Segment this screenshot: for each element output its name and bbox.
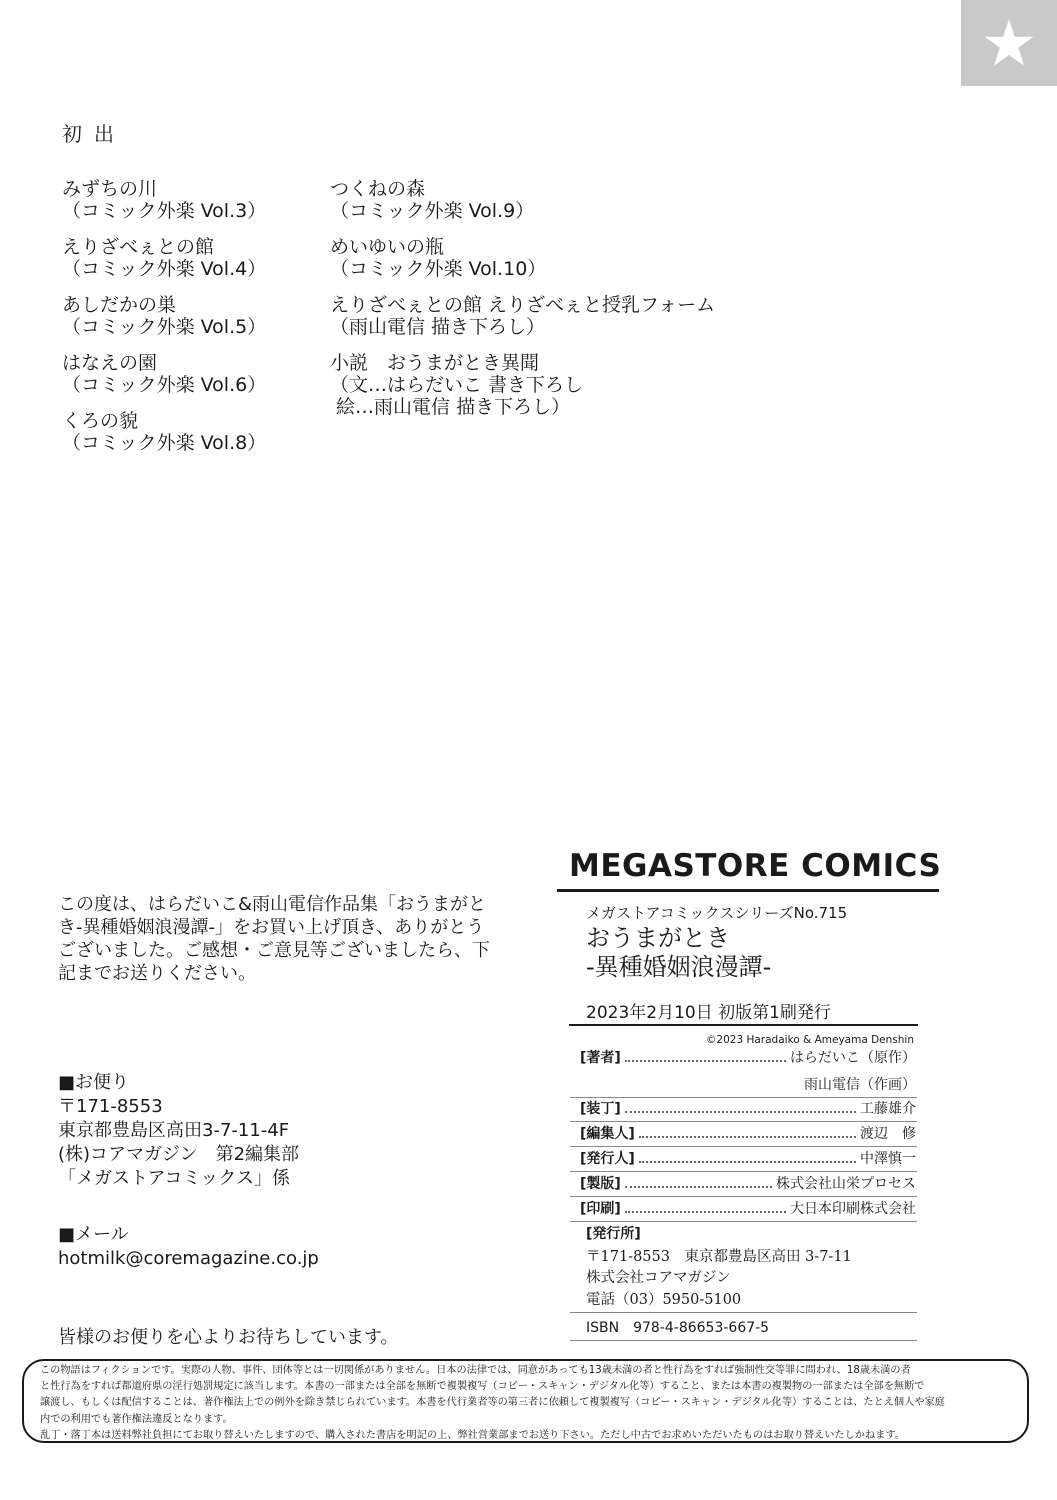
credit-value: 大日本印刷株式会社 bbox=[790, 1201, 916, 1217]
mailing-address: 東京都豊島区高田3-7-11-4F bbox=[58, 1120, 290, 1141]
story-title: えりざべぇとの館 えりざべぇと授乳フォーム bbox=[330, 294, 716, 316]
credit-row bbox=[580, 1198, 916, 1218]
credit-label: [著者] bbox=[580, 1050, 621, 1066]
story-source: （コミック外楽 Vol.9） bbox=[330, 200, 535, 222]
book-title-main: おうまがとき bbox=[586, 924, 730, 952]
story-source: （コミック外楽 Vol.6） bbox=[62, 374, 267, 396]
letters-info bbox=[58, 1071, 299, 1191]
story-title: あしだかの巣 bbox=[62, 294, 177, 316]
story-source: （文…はらだいこ 書き下ろし bbox=[330, 374, 584, 396]
credit-label: [発行人] bbox=[580, 1151, 635, 1167]
divider bbox=[570, 1312, 917, 1313]
credit-row bbox=[580, 1148, 916, 1168]
list-item bbox=[330, 294, 715, 338]
story-title: はなえの園 bbox=[62, 352, 158, 374]
leader-dots bbox=[639, 1161, 856, 1163]
story-source: （コミック外楽 Vol.4） bbox=[62, 258, 267, 280]
divider bbox=[569, 1024, 918, 1026]
star-icon bbox=[983, 17, 1035, 69]
book-title-sub: -異種婚姻浪漫譚- bbox=[586, 953, 772, 981]
credit-value: 株式会社山栄プロセス bbox=[776, 1176, 916, 1192]
story-title: えりざべぇとの館 bbox=[62, 236, 215, 258]
divider bbox=[570, 1121, 917, 1122]
leader-dots bbox=[625, 1186, 772, 1188]
disclaimer-line: 内での利用でも著作権法違反となります。 bbox=[40, 1413, 233, 1425]
list-item bbox=[62, 294, 266, 338]
credit-row bbox=[580, 1098, 916, 1118]
legal-disclaimer bbox=[22, 1359, 1029, 1443]
story-source: （コミック外楽 Vol.5） bbox=[62, 316, 267, 338]
publisher-label: [発行所] bbox=[586, 1226, 641, 1242]
list-item bbox=[330, 236, 715, 280]
story-title: みずちの川 bbox=[62, 178, 158, 200]
publisher-name: 株式会社コアマガジン bbox=[586, 1270, 731, 1286]
list-item bbox=[62, 352, 266, 396]
leader-dots bbox=[625, 1211, 786, 1213]
credit-value: 工藤雄介 bbox=[860, 1101, 916, 1117]
credit-value-extra: 雨山電信（作画） bbox=[804, 1077, 916, 1093]
story-source: 絵…雨山電信 描き下ろし） bbox=[330, 396, 571, 418]
credit-value: 渡辺 修 bbox=[860, 1126, 916, 1142]
credit-label: [印刷] bbox=[580, 1201, 621, 1217]
first-appearance-left-column bbox=[62, 178, 266, 468]
divider bbox=[570, 1171, 917, 1172]
disclaimer-line: と性行為をすれば都道府県の淫行処罰規定に該当します。本書の一部または全部を無断で複製複写（コピー・スキャン・デジタル化等）すること、または本書の複製物の一部または全部を無断で bbox=[40, 1381, 925, 1393]
disclaimer-line: この物語はフィクションです。実際の人物、事件、団体等とは一切関係がありません。日本の法律では、同意があっても13歳未満の者と性行為をすれば強制性交等罪に問われ、18歳未満の者 bbox=[40, 1365, 911, 1376]
copyright: ©2023 Haradaiko & Ameyama Denshin bbox=[705, 1034, 914, 1046]
story-source: （雨山電信 描き下ろし） bbox=[330, 316, 546, 338]
story-title: くろの貌 bbox=[62, 410, 139, 432]
email-info bbox=[58, 1223, 319, 1271]
series-number: メガストアコミックスシリーズNo.715 bbox=[586, 904, 848, 922]
divider bbox=[570, 1221, 917, 1222]
list-item bbox=[62, 410, 266, 454]
leader-dots bbox=[625, 1111, 856, 1113]
credit-value: 中澤慎一 bbox=[860, 1151, 916, 1167]
divider bbox=[570, 1340, 917, 1341]
list-item bbox=[62, 178, 266, 222]
credit-row bbox=[580, 1123, 916, 1143]
department-name: 「メガストアコミックス」係 bbox=[58, 1168, 291, 1189]
first-appearance-right-column bbox=[330, 178, 715, 432]
company-name: (株)コアマガジン 第2編集部 bbox=[58, 1144, 300, 1165]
credit-row bbox=[580, 1047, 916, 1067]
list-item bbox=[330, 352, 715, 418]
isbn: ISBN 978-4-86653-667-5 bbox=[586, 1320, 770, 1336]
credit-label: [製版] bbox=[580, 1176, 621, 1192]
email-address[interactable]: hotmilk@coremagazine.co.jp bbox=[58, 1248, 319, 1269]
leader-dots bbox=[625, 1060, 786, 1062]
email-heading: ■メール bbox=[58, 1224, 129, 1245]
first-appearance-heading: 初出 bbox=[62, 122, 126, 146]
divider bbox=[570, 1196, 917, 1197]
disclaimer-line: 譲渡し、もしくは配信することは、著作権法上での例外を除き禁じられています。本書を代行業者等の第三者に依頼して複製複写（コピー・スキャン・デジタル化等）することは、たとえ個人や家庭 bbox=[40, 1397, 945, 1409]
publisher-logo bbox=[557, 846, 942, 892]
publisher-phone: 電話（03）5950-5100 bbox=[586, 1292, 742, 1308]
credit-row bbox=[580, 1173, 916, 1193]
list-item bbox=[330, 178, 715, 222]
credit-label: [装丁] bbox=[580, 1101, 621, 1117]
closing-message: 皆様のお便りを心よりお待ちしています。 bbox=[58, 1327, 399, 1348]
story-title: つくねの森 bbox=[330, 178, 426, 200]
story-source: （コミック外楽 Vol.3） bbox=[62, 200, 267, 222]
letters-heading: ■お便り bbox=[58, 1072, 130, 1093]
credit-label: [編集人] bbox=[580, 1126, 635, 1142]
publisher-address: 〒171-8553 東京都豊島区高田 3-7-11 bbox=[586, 1249, 852, 1265]
story-source: （コミック外楽 Vol.10） bbox=[330, 258, 547, 280]
corner-tab bbox=[961, 0, 1057, 86]
divider bbox=[570, 1146, 917, 1147]
story-title: 小説 おうまがとき異聞 bbox=[330, 352, 540, 374]
book-title bbox=[586, 924, 771, 982]
postal-code: 〒171-8553 bbox=[58, 1096, 163, 1117]
credit-value: はらだいこ（原作） bbox=[790, 1050, 916, 1066]
publication-date: 2023年2月10日 初版第1刷発行 bbox=[586, 1003, 831, 1023]
logo-text: MEGASTORE COMICS bbox=[569, 848, 942, 884]
thank-you-message: この度は、はらだいこ&雨山電信作品集「おうまがとき-異種婚姻浪漫譚-」をお買い上げ頂き、ありがとうございました。ご感想・ご意見等ございましたら、下記までお送りください。 bbox=[58, 894, 490, 984]
leader-dots bbox=[639, 1136, 856, 1138]
story-title: めいゆいの瓶 bbox=[330, 236, 445, 258]
list-item bbox=[62, 236, 266, 280]
story-source: （コミック外楽 Vol.8） bbox=[62, 432, 267, 454]
disclaimer-line: 乱丁・落丁本は送料弊社負担にてお取り替えいたしますので、購入された書店を明記の上、弊社営業部までお送り下さい。ただし中古でお求めいただいたものはお取り替えいたしかねます。 bbox=[40, 1429, 905, 1441]
